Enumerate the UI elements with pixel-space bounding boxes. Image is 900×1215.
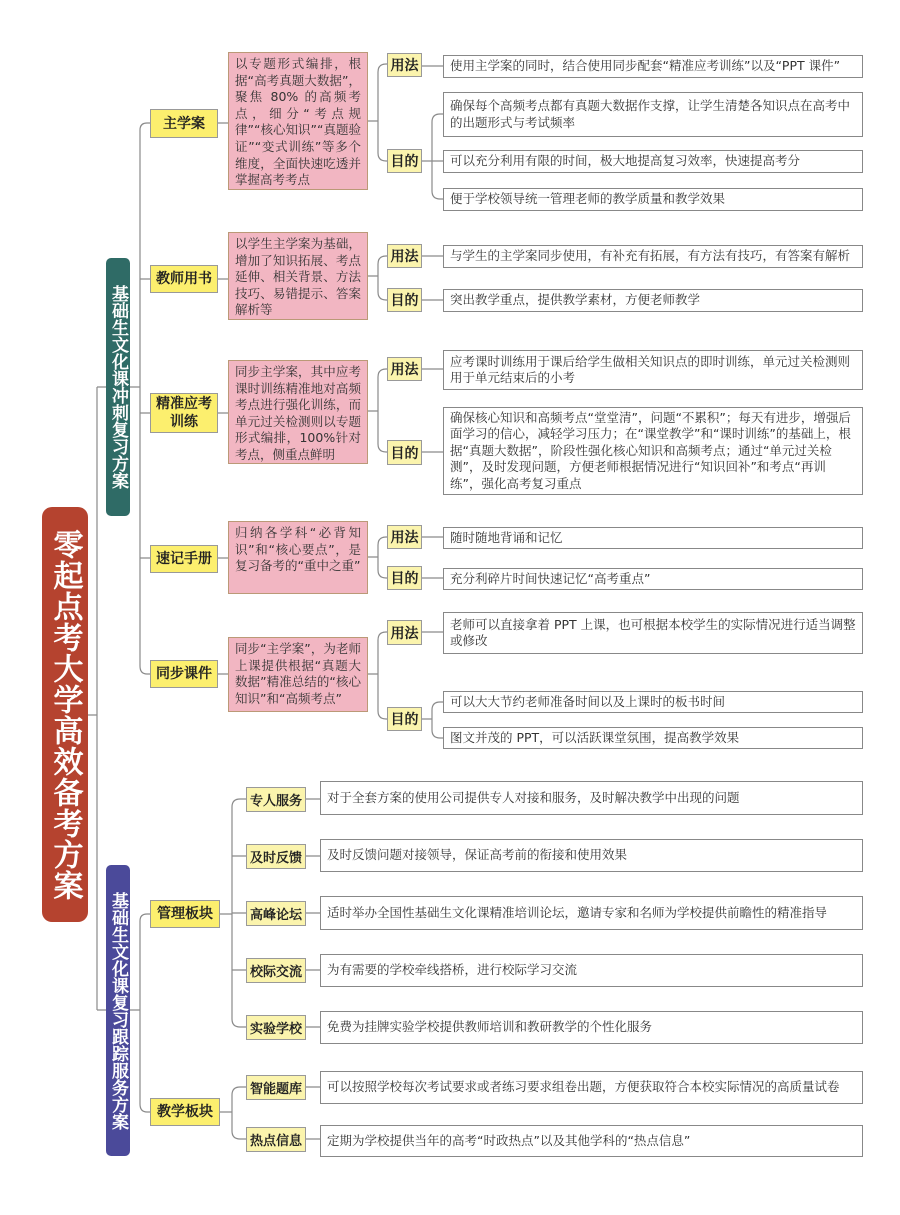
purpose-detail: 可以充分利用有限的时间，极大地提高复习效率，快速提高考分	[443, 150, 863, 173]
section-title-tracking-service: 基础生文化课复习跟踪服务方案	[106, 865, 130, 1156]
service-detail: 免费为挂牌实验学校提供教师培训和教研教学的个性化服务	[320, 1011, 863, 1044]
root-title: 零起点考大学高效备考方案	[42, 507, 88, 922]
service-item[interactable]: 智能题库	[246, 1075, 306, 1100]
service-detail: 可以按照学校每次考试要求或者练习要求组卷出题，方便获取符合本校实际情况的高质量试卷	[320, 1071, 863, 1104]
module-sync-courseware[interactable]: 同步课件	[150, 660, 218, 688]
purpose-tag: 目的	[387, 707, 422, 731]
purpose-tag: 目的	[387, 288, 422, 312]
module-description: 以专题形式编排，根据“高考真题大数据”，聚焦 80% 的高频考点，细分“考点规律”“核心知识”“真题验证”“变式训练”等多个维度，全面快速吃透并掌握高考考点	[228, 52, 368, 190]
purpose-detail: 突出教学重点，提供教学素材，方便老师教学	[443, 289, 863, 312]
service-detail: 为有需要的学校牵线搭桥，进行校际学习交流	[320, 954, 863, 987]
usage-tag: 用法	[387, 620, 422, 645]
purpose-detail: 便于学校领导统一管理老师的教学质量和教学效果	[443, 188, 863, 211]
usage-detail: 老师可以直接拿着 PPT 上课，也可根据本校学生的实际情况进行适当调整或修改	[443, 612, 863, 654]
service-item[interactable]: 高峰论坛	[246, 901, 306, 926]
module-description: 同步“主学案”，为老师上课提供根据“真题大数据”精准总结的“核心知识”和“高频考点”	[228, 637, 368, 712]
purpose-detail: 图文并茂的 PPT，可以活跃课堂氛围，提高教学效果	[443, 727, 863, 749]
service-item[interactable]: 实验学校	[246, 1015, 306, 1040]
usage-tag: 用法	[387, 525, 422, 549]
service-detail: 定期为学校提供当年的高考“时政热点”以及其他学科的“热点信息”	[320, 1125, 863, 1157]
purpose-detail: 充分利碎片时间快速记忆“高考重点”	[443, 568, 863, 590]
module-description: 同步主学案，其中应考课时训练精准地对高频考点进行强化训练，而单元过关检测则以专题形式编排，100%针对考点，侧重点鲜明	[228, 360, 368, 464]
module-teacher-book[interactable]: 教师用书	[150, 265, 218, 293]
service-detail: 对于全套方案的使用公司提供专人对接和服务，及时解决教学中出现的问题	[320, 781, 863, 815]
module-precise-training[interactable]: 精准应考训练	[150, 393, 218, 433]
board-management[interactable]: 管理板块	[150, 900, 220, 928]
service-item[interactable]: 专人服务	[246, 787, 306, 812]
module-description: 以学生主学案为基础，增加了知识拓展、考点延伸、相关背景、方法技巧、易错提示、答案解析等	[228, 232, 368, 320]
usage-tag: 用法	[387, 53, 422, 77]
service-detail: 及时反馈问题对接领导，保证高考前的衔接和使用效果	[320, 839, 863, 872]
purpose-tag: 目的	[387, 149, 422, 173]
module-description: 归纳各学科“必背知识”和“核心要点”，是复习备考的“重中之重”	[228, 521, 368, 594]
service-item[interactable]: 热点信息	[246, 1127, 306, 1152]
usage-detail: 随时随地背诵和记忆	[443, 527, 863, 549]
service-item[interactable]: 校际交流	[246, 958, 306, 983]
board-teaching[interactable]: 教学板块	[150, 1098, 220, 1126]
purpose-detail: 确保核心知识和高频考点“堂堂清”，问题“不累积”；每天有进步，增强后面学习的信心，减轻学习压力；在“课堂教学”和“课时训练”的基础上，根据“真题大数据”，阶段性强化核心知识和高频考点；通过“单元过关检测”，及时发现问题，方便老师根据情况进行“知识回补”和考点“再训练”，强化高考复习重点	[443, 407, 863, 495]
purpose-tag: 目的	[387, 440, 422, 465]
purpose-detail: 确保每个高频考点都有真题大数据作支撑，让学生清楚各知识点在高考中的出题形式与考试频率	[443, 92, 863, 137]
usage-tag: 用法	[387, 244, 422, 268]
module-main-plan[interactable]: 主学案	[150, 109, 218, 138]
purpose-detail: 可以大大节约老师准备时间以及上课时的板书时间	[443, 691, 863, 713]
usage-detail: 使用主学案的同时，结合使用同步配套“精准应考训练”以及“PPT 课件”	[443, 55, 863, 78]
purpose-tag: 目的	[387, 566, 422, 590]
service-detail: 适时举办全国性基础生文化课精准培训论坛，邀请专家和名师为学校提供前瞻性的精准指导	[320, 896, 863, 930]
section-title-sprint-review: 基础生文化课冲刺复习方案	[106, 258, 130, 516]
usage-tag: 用法	[387, 357, 422, 381]
module-quick-memo[interactable]: 速记手册	[150, 545, 218, 573]
service-item[interactable]: 及时反馈	[246, 844, 306, 869]
usage-detail: 应考课时训练用于课后给学生做相关知识点的即时训练，单元过关检测则用于单元结束后的小考	[443, 350, 863, 390]
usage-detail: 与学生的主学案同步使用，有补充有拓展，有方法有技巧，有答案有解析	[443, 245, 863, 268]
